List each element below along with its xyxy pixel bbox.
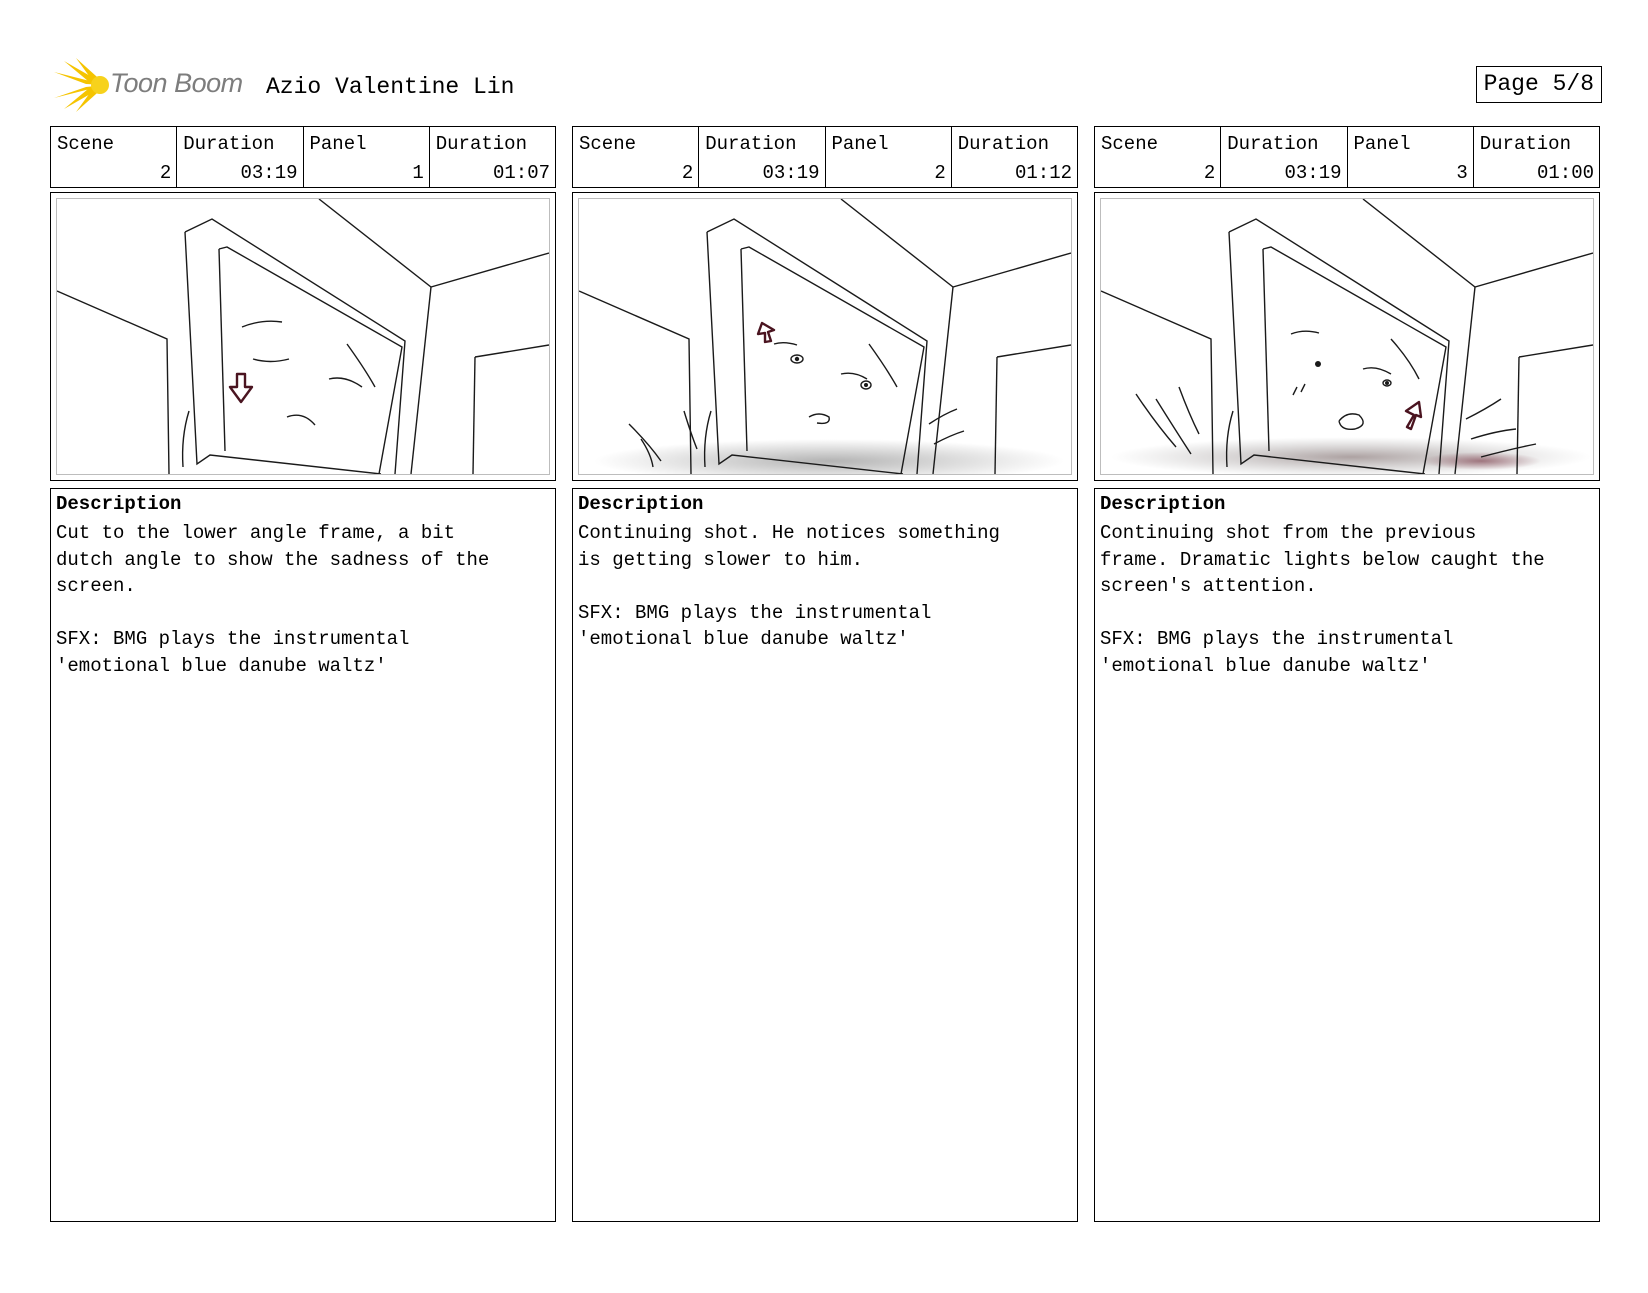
toon-boom-logo [54, 58, 259, 112]
scene-duration-value: 03:19 [240, 162, 298, 184]
description-box [50, 488, 556, 1222]
sketch-image [1101, 199, 1593, 474]
scene-cell [573, 127, 699, 187]
duration-label: Duration [1227, 133, 1319, 155]
panel-cell [1348, 127, 1474, 187]
sketch-frame [572, 192, 1078, 481]
scene-label: Scene [57, 133, 115, 155]
scene-value: 2 [159, 162, 172, 184]
duration-label: Duration [705, 133, 797, 155]
panel-value: 2 [934, 162, 946, 184]
description-box [572, 488, 1078, 1222]
scene-duration-cell [699, 127, 825, 187]
scene-label: Scene [1101, 133, 1159, 155]
duration-label: Duration [183, 133, 275, 155]
panel-duration-cell [952, 127, 1077, 187]
storyboard-header [50, 58, 1602, 118]
page-number: Page 5/8 [1476, 66, 1602, 103]
description-text: Continuing shot from the previous frame. Dramatic lights below caught the screen's attention. SFX: BMG plays the instrumental 'emotional blue danube waltz' [1100, 522, 1545, 677]
scene-duration-value: 03:19 [762, 162, 820, 184]
panel-duration-value: 01:12 [1014, 162, 1072, 184]
scene-duration-cell [1221, 127, 1347, 187]
storyboard-panel [572, 126, 1078, 1222]
duration-label: Duration [957, 133, 1049, 155]
panel-duration-value: 01:07 [492, 162, 550, 184]
panel-duration-cell [1474, 127, 1599, 187]
panel-value: 3 [1456, 162, 1468, 184]
panel-duration-value: 01:00 [1536, 162, 1594, 184]
duration-label: Duration [435, 133, 527, 155]
sketch-frame [50, 192, 556, 481]
scene-duration-cell [177, 127, 303, 187]
description-label: Description [1100, 493, 1226, 515]
storyboard-panel [1094, 126, 1600, 1222]
panel-info-bar [572, 126, 1078, 188]
description-text: Cut to the lower angle frame, a bit dutch angle to show the sadness of the screen. SFX: BMG plays the instrumental 'emotional blue danube waltz' [56, 522, 490, 677]
sketch-image [57, 199, 549, 474]
starburst-icon [54, 58, 114, 112]
panel-cell [826, 127, 952, 187]
panel-value: 1 [412, 162, 424, 184]
scene-value: 2 [1203, 162, 1216, 184]
duration-label: Duration [1479, 133, 1571, 155]
panel-label: Panel [831, 133, 889, 155]
panel-cell [304, 127, 430, 187]
scene-duration-value: 03:19 [1284, 162, 1342, 184]
panel-label: Panel [309, 133, 367, 155]
logo-text: Toon Boom [110, 68, 243, 98]
direction-arrow-icon [230, 374, 252, 402]
storyboard-panel [50, 126, 556, 1222]
scene-cell [51, 127, 177, 187]
scene-label: Scene [579, 133, 637, 155]
scene-cell [1095, 127, 1221, 187]
description-box [1094, 488, 1600, 1222]
description-label: Description [56, 493, 182, 515]
sketch-image [579, 199, 1071, 474]
description-label: Description [578, 493, 704, 515]
panel-info-bar [1094, 126, 1600, 188]
panel-info-bar [50, 126, 556, 188]
scene-value: 2 [681, 162, 694, 184]
panel-duration-cell [430, 127, 555, 187]
panel-label: Panel [1353, 133, 1411, 155]
direction-arrow-icon [758, 323, 774, 342]
description-text: Continuing shot. He notices something is getting slower to him. SFX: BMG plays the instrumental 'emotional blue danube waltz' [578, 522, 1000, 650]
project-title: Azio Valentine Lin [266, 74, 515, 100]
direction-arrow-icon [1406, 402, 1421, 429]
sketch-frame [1094, 192, 1600, 481]
